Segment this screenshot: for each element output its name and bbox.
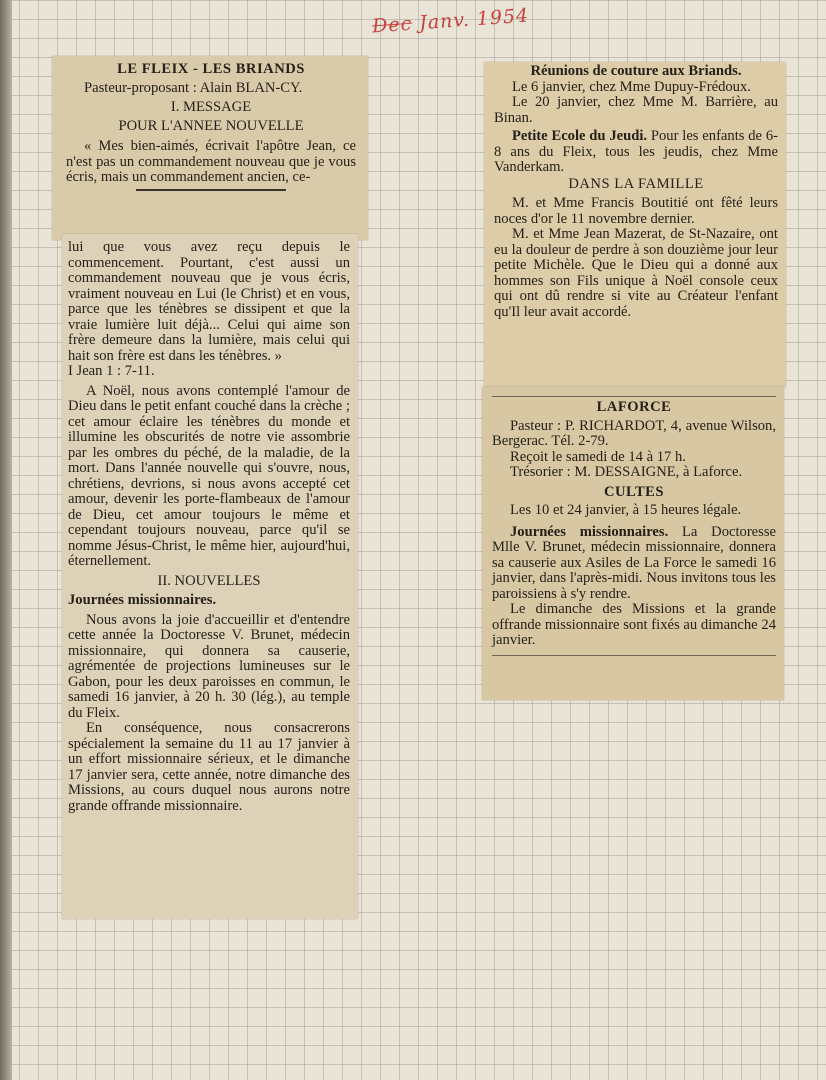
laforce-journees-title: Journées missionnaires. — [510, 523, 669, 540]
famille-item-1: M. et Mme Francis Boutitié ont fêté leurs noces d'or le 11 novembre dernier. — [494, 195, 778, 227]
quote-start: « Mes bien-aimés, écrivait l'apôtre Jean, ce n'est pas un commandement nouveau que je vous écris, mais un commandement ancien, ce- — [66, 138, 356, 185]
journees-title: Journées missionnaires. — [68, 592, 217, 608]
section1-title: I. MESSAGE — [170, 99, 252, 115]
laforce-bottom-rule — [492, 655, 776, 656]
section1-subtitle: POUR L'ANNEE NOUVELLE — [118, 117, 304, 134]
quote-reference: I Jean 1 : 7-11. — [68, 363, 155, 379]
couture-item-1: Le 6 janvier, chez Mme Dupuy-Frédoux. — [512, 78, 751, 95]
ecole-title: Petite Ecole du Jeudi. — [512, 128, 648, 144]
quote-continuation: lui que vous avez reçu depuis le commencement. Pourtant, c'est aussi un commandement nouveau que je vous écris, vraiment nouveau en Lui (le Christ) et en vous, parce que les ténèbres se dissipent et que la vraie lumière luit déjà... Celui qui aime son frère demeure dans la lumière, mais celui qui hait son frère est dans les ténèbres. » — [68, 239, 350, 364]
tresorier-line: Trésorier : M. DESSAIGNE, à Laforce. — [510, 464, 743, 480]
col2-upper-text — [494, 64, 778, 320]
dimanche-missions-text: Le dimanche des Missions et la grande offrande missionnaire sont fixés au dimanche 24 janvier. — [492, 601, 776, 648]
notebook-binding — [0, 0, 12, 1080]
couture-item-2: Le 20 janvier, chez Mme M. Barrière, au Binan. — [494, 94, 778, 126]
col1-upper-text — [66, 62, 356, 191]
laforce-top-rule — [492, 396, 776, 397]
col1-lower-text — [68, 240, 350, 814]
divider-rule — [136, 189, 286, 191]
recoit-line: Reçoit le samedi de 14 à 17 h. — [510, 448, 686, 465]
laforce-journees-text: La Doctoresse Mlle V. Brunet, médecin missionnaire, donnera sa causerie aux Asiles de La Force le samedi 16 janvier, dans l'après-midi. Nous invitons tous les paroissiens à s'y rendre. — [492, 523, 776, 602]
pasteur-line: Pasteur : P. RICHARDOT, 4, avenue Wilson, Bergerac. Tél. 2-79. — [492, 417, 776, 449]
ecole-text: Pour les enfants de 6-8 ans du Fleix, tous les jeudis, chez Mme Vanderkam. — [494, 128, 778, 175]
famille-title: DANS LA FAMILLE — [568, 175, 704, 192]
parish-header: LE FLEIX - LES BRIANDS — [117, 61, 305, 77]
couture-title: Réunions de couture aux Briands. — [530, 63, 742, 79]
cultes-text: Les 10 et 24 janvier, à 15 heures légale. — [510, 502, 742, 518]
handwritten-date — [371, 5, 529, 38]
journees-paragraph-2: En conséquence, nous consacrerons spécialement la semaine du 11 au 17 janvier à un effort missionnaire sérieux, et le dimanche 17 janvier sera, cette année, notre dimanche des Missions, au cours duquel nous aurons notre grande offrande missionnaire. — [68, 720, 350, 814]
date-annotation: Janv. 1954 — [418, 4, 530, 35]
famille-item-2: M. et Mme Jean Mazerat, de St-Nazaire, ont eu la douleur de perdre à son douzième jour leur petite Michèle. Que le Dieu qui a donné aux hommes son Fils unique à Noël console ceux qui ont dû rendre si vite au Créateur l'enfant qu'Il leur avait accordé. — [494, 226, 778, 320]
laforce-title: LAFORCE — [596, 399, 672, 415]
struck-annotation: Dec — [371, 12, 413, 38]
cultes-title: CULTES — [603, 483, 665, 500]
section2-title: II. NOUVELLES — [157, 572, 261, 589]
pastor-line: Pasteur-proposant : Alain BLAN-CY. — [84, 79, 303, 96]
noel-paragraph: A Noël, nous avons contemplé l'amour de Dieu dans le petit enfant couché dans la crèche ; cet amour éclaire les ténèbres du monde et illumine les obscurités de notre vie assombrie par les ombres du péché, de la maladie, de la mort. Dans l'année nouvelle qui s'ouvre, nous, chrétiens, devrions, si nous avons accepté cet amour, devenir les porte-flambeaux de l'amour de Dieu, cet amour toujours le même et cependant toujours nouveau, parce qu'il se nomme Jésus-Christ, le même hier, aujourd'hui, éternellement. — [68, 382, 350, 569]
journees-paragraph-1: Nous avons la joie d'accueillir et d'entendre cette année la Doctoresse V. Brunet, médecin missionnaire, qui donnera sa causerie, agrémentée de projections lumineuses sur le Gabon, pour les deux paroisses en commun, le samedi 16 janvier, à 20 h. 30 (lég.), au temple du Fleix. — [68, 611, 350, 721]
col2-lower-text — [492, 392, 776, 658]
